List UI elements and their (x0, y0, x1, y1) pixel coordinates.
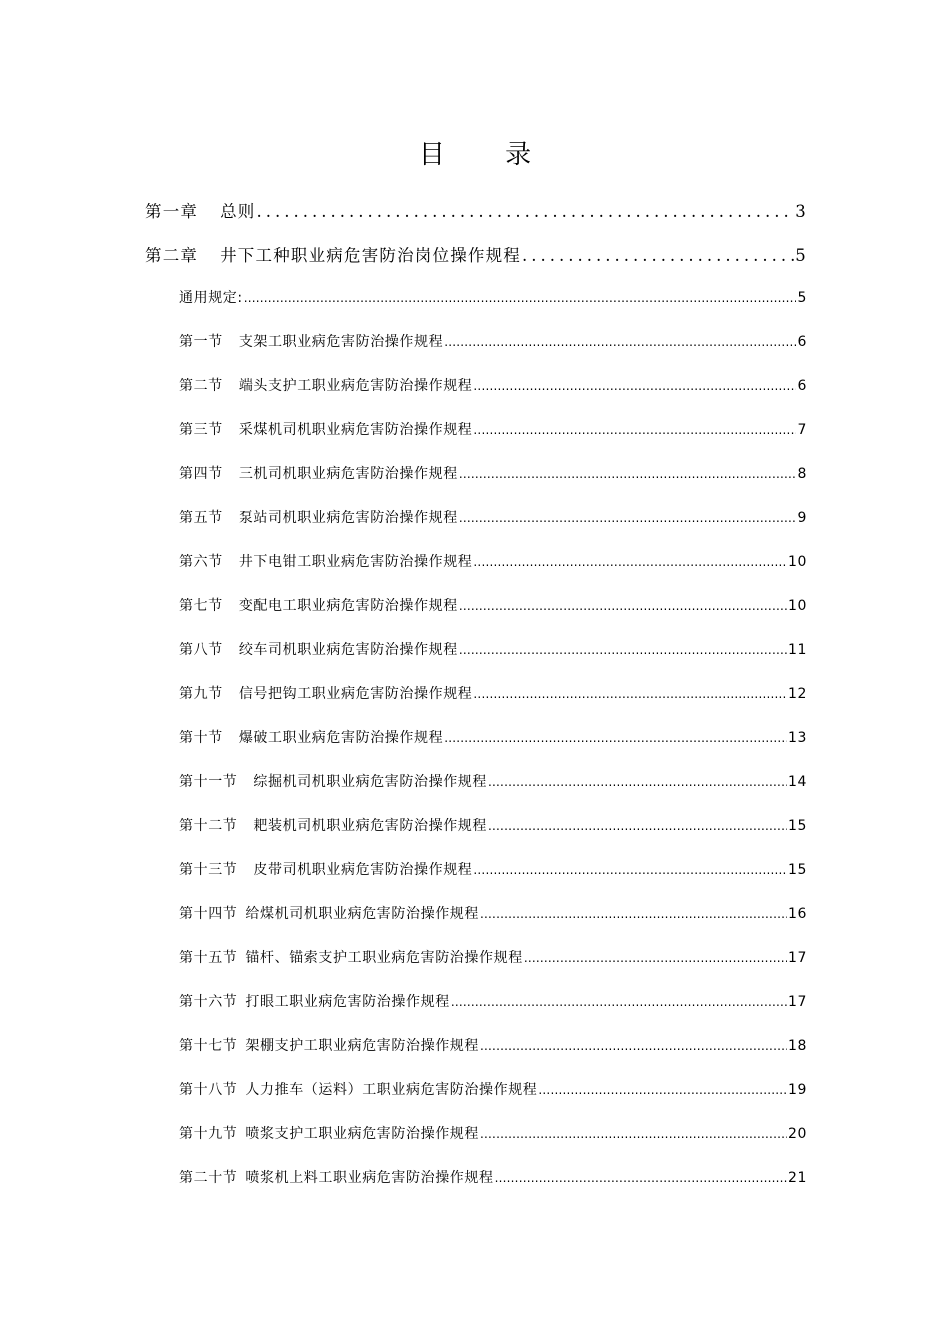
section-title: 综掘机司机职业病危害防治操作规程 (253, 774, 488, 790)
page-number: 17 (787, 950, 807, 966)
toc-entry-section[interactable] (179, 727, 807, 747)
section-number: 第二十节 (179, 1170, 238, 1186)
page-number: 17 (787, 994, 807, 1010)
section-title: 锚杆、锚索支护工职业病危害防治操作规程 (245, 950, 523, 966)
page-number: 10 (787, 598, 807, 614)
page-number: 21 (787, 1170, 807, 1186)
toc-entry-section[interactable] (179, 991, 807, 1011)
dot-leader (451, 995, 787, 1009)
page-number: 19 (787, 1082, 807, 1098)
toc-entry-chapter-1[interactable] (145, 198, 807, 222)
section-number: 第五节 (179, 510, 223, 526)
dot-leader (480, 1127, 787, 1141)
page-title: 目 录 (418, 140, 558, 170)
chapter-title: 总则 (220, 202, 256, 221)
section-number: 第十节 (179, 730, 223, 746)
section-number: 第十六节 (179, 994, 238, 1010)
section-title: 信号把钩工职业病危害防治操作规程 (238, 686, 473, 702)
section-title: 通用规定: (179, 290, 243, 306)
section-title: 给煤机司机职业病危害防治操作规程 (245, 906, 480, 922)
toc-entry-chapter-2[interactable] (145, 242, 807, 266)
section-title: 耙装机司机职业病危害防治操作规程 (253, 818, 488, 834)
dot-leader (538, 1083, 787, 1097)
page-number: 15 (787, 862, 807, 878)
toc-entry-section[interactable] (179, 1079, 807, 1099)
page-number: 16 (787, 906, 807, 922)
section-title: 变配电工职业病危害防治操作规程 (238, 598, 458, 614)
toc-entry-section[interactable] (179, 947, 807, 967)
toc-entry-section[interactable] (179, 551, 807, 571)
dot-leader (473, 423, 796, 437)
dot-leader (473, 379, 796, 393)
page-number: 13 (787, 730, 807, 746)
section-title: 架棚支护工职业病危害防治操作规程 (245, 1038, 480, 1054)
section-number: 第一节 (179, 334, 223, 350)
dot-leader (524, 951, 787, 965)
section-title: 井下电钳工职业病危害防治操作规程 (238, 554, 473, 570)
section-title: 绞车司机职业病危害防治操作规程 (238, 642, 458, 658)
toc-entry-section[interactable] (179, 419, 807, 439)
dot-leader (480, 907, 787, 921)
toc-entry-section[interactable] (179, 903, 807, 923)
page-number: 14 (787, 774, 807, 790)
page-number: 6 (797, 378, 807, 394)
dot-leader (444, 731, 787, 745)
section-title: 打眼工职业病危害防治操作规程 (245, 994, 450, 1010)
page-number: 15 (787, 818, 807, 834)
dot-leader (488, 775, 787, 789)
page-number: 5 (795, 246, 807, 265)
toc-entry-section[interactable] (179, 639, 807, 659)
section-number: 第八节 (179, 642, 223, 658)
chapter-number: 第一章 (145, 202, 199, 221)
toc-entry-section[interactable] (179, 463, 807, 483)
section-title: 支架工职业病危害防治操作规程 (238, 334, 444, 350)
toc-entry-section[interactable] (179, 815, 807, 835)
dot-leader (459, 643, 787, 657)
section-number: 第九节 (179, 686, 223, 702)
dot-leader (480, 1039, 787, 1053)
page-number: 12 (787, 686, 807, 702)
toc-entry-section[interactable] (179, 595, 807, 615)
dot-leader (488, 819, 787, 833)
section-title: 端头支护工职业病危害防治操作规程 (238, 378, 473, 394)
dot-leader (473, 863, 787, 877)
section-number: 第十三节 (179, 862, 238, 878)
toc-entry-section[interactable] (179, 375, 807, 395)
section-title: 爆破工职业病危害防治操作规程 (238, 730, 444, 746)
page-number: 9 (797, 510, 807, 526)
page-number: 7 (797, 422, 807, 438)
section-number: 第十七节 (179, 1038, 238, 1054)
dot-leader (522, 246, 794, 265)
toc-entry-general[interactable] (179, 287, 807, 307)
dot-leader (473, 555, 787, 569)
toc-entry-section[interactable] (179, 1167, 807, 1187)
chapter-number: 第二章 (145, 246, 199, 265)
dot-leader (444, 335, 796, 349)
section-title: 采煤机司机职业病危害防治操作规程 (238, 422, 473, 438)
page-number: 11 (787, 642, 807, 658)
toc-entry-section[interactable] (179, 859, 807, 879)
toc-entry-section[interactable] (179, 1123, 807, 1143)
section-number: 第十一节 (179, 774, 238, 790)
dot-leader (244, 291, 797, 305)
section-number: 第十二节 (179, 818, 238, 834)
section-title: 三机司机职业病危害防治操作规程 (238, 466, 458, 482)
page-number: 10 (787, 554, 807, 570)
dot-leader (473, 687, 787, 701)
dot-leader (459, 599, 787, 613)
section-number: 第十八节 (179, 1082, 238, 1098)
section-title: 皮带司机职业病危害防治操作规程 (253, 862, 473, 878)
section-number: 第十五节 (179, 950, 238, 966)
section-title: 人力推车（运料）工职业病危害防治操作规程 (245, 1082, 538, 1098)
toc-entry-section[interactable] (179, 1035, 807, 1055)
section-title: 喷浆支护工职业病危害防治操作规程 (245, 1126, 480, 1142)
chapter-title: 井下工种职业病危害防治岗位操作规程 (220, 246, 522, 265)
toc-entry-section[interactable] (179, 331, 807, 351)
section-number: 第三节 (179, 422, 223, 438)
page-number: 5 (797, 290, 807, 306)
section-number: 第四节 (179, 466, 223, 482)
dot-leader (459, 511, 797, 525)
dot-leader (495, 1171, 787, 1185)
dot-leader (459, 467, 797, 481)
section-number: 第十九节 (179, 1126, 238, 1142)
section-number: 第二节 (179, 378, 223, 394)
section-number: 第七节 (179, 598, 223, 614)
section-title: 喷浆机上料工职业病危害防治操作规程 (245, 1170, 494, 1186)
section-title: 泵站司机职业病危害防治操作规程 (238, 510, 458, 526)
toc-entry-section[interactable] (179, 683, 807, 703)
toc-entry-section[interactable] (179, 507, 807, 527)
page-number: 18 (787, 1038, 807, 1054)
page-number: 8 (797, 466, 807, 482)
section-number: 第十四节 (179, 906, 238, 922)
page-number: 3 (795, 202, 807, 221)
page-number: 6 (797, 334, 807, 350)
section-number: 第六节 (179, 554, 223, 570)
page-number: 20 (787, 1126, 807, 1142)
dot-leader (257, 202, 795, 221)
toc-entry-section[interactable] (179, 771, 807, 791)
